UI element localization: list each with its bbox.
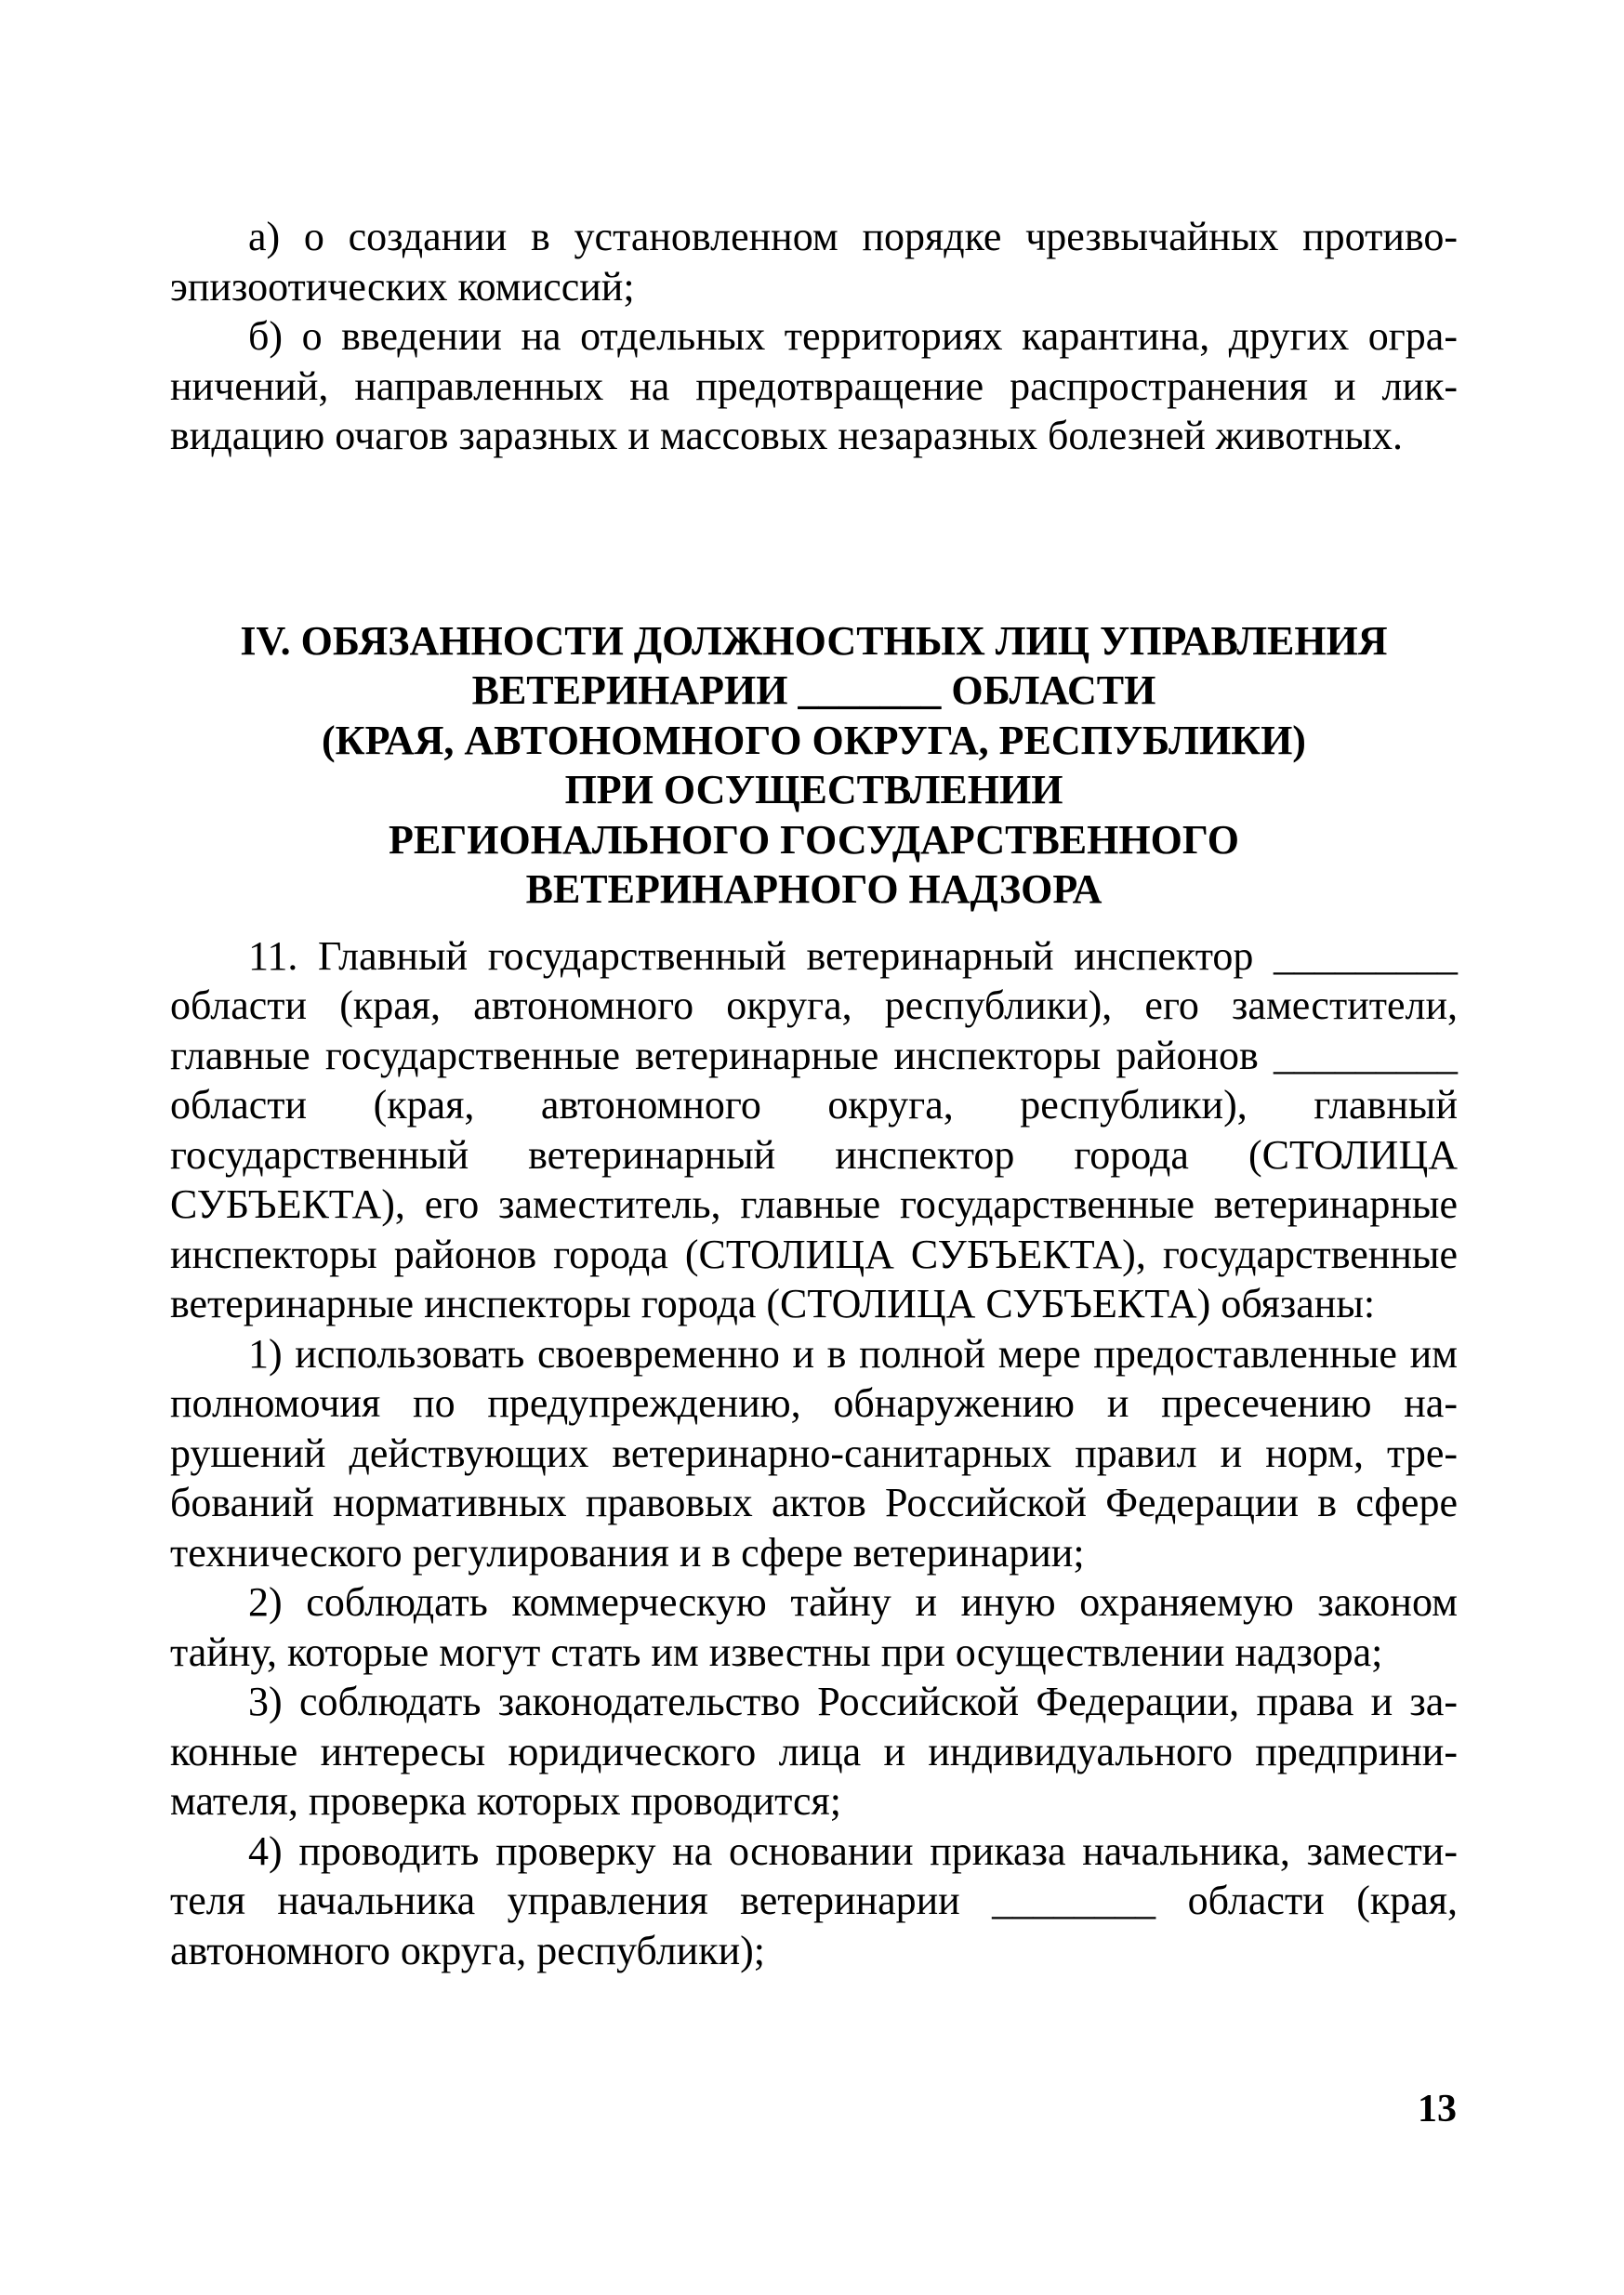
- section-heading: [170, 616, 1458, 915]
- heading-line: ВЕТЕРИНАРИИ _______ ОБЛАСТИ: [471, 667, 1156, 713]
- heading-line: (КРАЯ, АВТОНОМНОГО ОКРУГА, РЕСПУБЛИКИ): [322, 717, 1306, 763]
- list-item-2: 2) соблюдать коммерческую тайну и иную охраняемую законом тайну, которые могут стать им известны при осуществлении надзора;: [170, 1579, 1458, 1675]
- heading-line: IV. ОБЯЗАННОСТИ ДОЛЖНОСТНЫХ ЛИЦ УПРАВЛЕНИЯ: [240, 617, 1388, 664]
- paragraph-b: б) о введении на отдельных территориях карантина, других ограничений, направленных на предотвращение распространения и ликвидацию очагов заразных и массовых незаразных болезней животных.: [170, 313, 1458, 458]
- heading-line: ПРИ ОСУЩЕСТВЛЕНИИ: [564, 767, 1063, 812]
- page-content: [170, 212, 1458, 1975]
- heading-line: РЕГИОНАЛЬНОГО ГОСУДАРСТВЕННОГО: [389, 816, 1239, 863]
- list-item-1: 1) использовать своевременно и в полной мере предоставленные им полномочия по предупреждению, обнаружению и пресечению нарушений действующих ветеринарно-санитарных правил и норм, требований нормативных правовых актов Российской Федерации в сфере технического регулирования и в сфере ветеринарии;: [170, 1330, 1458, 1576]
- paragraph-a: а) о создании в установленном порядке чрезвычайных противоэпизоотических комиссий;: [170, 214, 1458, 310]
- list-item-3: 3) соблюдать законодательство Российской Федерации, права и законные интересы юридического лица и индивидуального предпринимателя, проверка которых проводится;: [170, 1679, 1458, 1824]
- paragraph-11: 11. Главный государственный ветеринарный инспектор _________ области (края, автономного округа, республики), его заместители, главные государственные ветеринарные инспекторы районов _________ области (края, автономного округа, республики), главный государственный ветеринарный инспектор города (СТОЛИЦА СУБЪЕКТА), его заместитель, главные государственные ветеринарные инспекторы районов города (СТОЛИЦА СУБЪЕКТА), государственные ветеринарные инспекторы города (СТОЛИЦА СУБЪЕКТА) обязаны:: [170, 932, 1458, 1326]
- page-number: 13: [1418, 2088, 1457, 2130]
- heading-line: ВЕТЕРИНАРНОГО НАДЗОРА: [525, 866, 1102, 912]
- list-item-4: 4) проводить проверку на основании приказа начальника, заместителя начальника управления ветеринарии ________ области (края, автономного округа, республики);: [170, 1827, 1458, 1973]
